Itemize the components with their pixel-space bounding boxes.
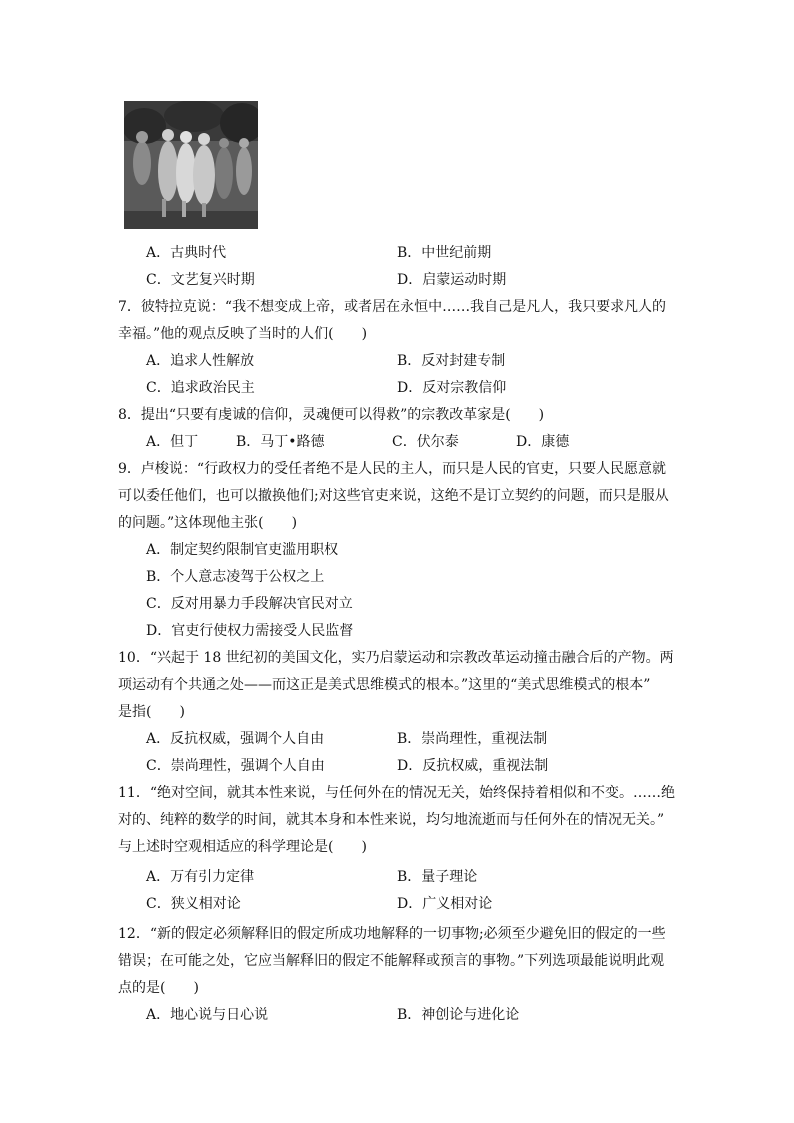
q8-option-c: C．伏尔泰 [392,434,459,450]
q12-stem-line-3: 点的是( ) [118,980,199,996]
q7-option-c: C．追求政治民主 [146,380,255,396]
q7-option-d: D．反对宗教信仰 [397,380,507,396]
q6-option-c: C．文艺复兴时期 [146,272,255,288]
q10-stem-line-1: 10．“兴起于 18 世纪初的美国文化，实乃启蒙运动和宗教改革运动撞击融合后的产物。两 [118,650,674,666]
q9-option-d: D．官吏行使权力需接受人民监督 [146,623,354,639]
q10-option-a: A．反抗权威，强调个人自由 [146,731,325,747]
q10-option-b: B．崇尚理性，重视法制 [397,731,548,747]
q10-option-c: C．崇尚理性，强调个人自由 [146,758,325,774]
q6-option-a: A．古典时代 [146,245,227,261]
q11-stem-line-3: 与上述时空观相适应的科学理论是( ) [118,839,367,855]
q8-stem-line-1: 8．提出“只要有虔诚的信仰，灵魂便可以得救”的宗教改革家是( ) [118,407,545,423]
q9-option-c: C．反对用暴力手段解决官民对立 [146,596,353,612]
painting-image [124,101,258,229]
q10-stem-line-3: 是指( ) [118,704,185,720]
q11-option-b: B．量子理论 [397,869,478,885]
q6-option-d: D．启蒙运动时期 [397,272,507,288]
q9-stem-line-2: 可以委任他们，也可以撤换他们;对这些官吏来说，这绝不是订立契约的问题，而只是服从 [118,488,669,504]
q10-option-d: D．反抗权威，重视法制 [397,758,549,774]
q8-option-b: B．马丁•路德 [236,434,325,450]
q10-stem-line-2: 项运动有个共通之处——而这正是美式思维模式的根本。”这里的“美式思维模式的根本” [118,677,651,693]
q7-option-b: B．反对封建专制 [397,353,506,369]
q12-stem-line-1: 12．“新的假定必须解释旧的假定所成功地解释的一切事物;必须至少避免旧的假定的一些 [118,926,666,942]
q6-option-b: B．中世纪前期 [397,245,492,261]
q12-option-a: A．地心说与日心说 [146,1007,269,1023]
primavera-painting-icon [124,101,258,229]
q12-option-b: B．神创论与进化论 [397,1007,520,1023]
q8-option-d: D．康德 [516,434,570,450]
q9-stem-line-1: 9．卢梭说：“行政权力的受任者绝不是人民的主人，而只是人民的官吏，只要人民愿意就 [118,461,667,477]
q11-stem-line-2: 对的、纯粹的数学的时间，就其本身和本性来说，均匀地流逝而与任何外在的情况无关。” [118,812,665,828]
q11-option-c: C．狭义相对论 [146,896,241,912]
q11-option-a: A．万有引力定律 [146,869,255,885]
q9-option-a: A．制定契约限制官吏滥用职权 [146,542,339,558]
q7-stem-line-2: 幸福。”他的观点反映了当时的人们( ) [118,326,368,342]
q7-option-a: A．追求人性解放 [146,353,255,369]
q7-stem-line-1: 7．彼特拉克说：“我不想变成上帝，或者居在永恒中……我自己是凡人，我只要求凡人的 [118,299,667,315]
q9-stem-line-3: 的问题。”这体现他主张( ) [118,515,298,531]
q12-stem-line-2: 错误；在可能之处，它应当解释旧的假定不能解释或预言的事物。”下列选项最能说明此观 [118,953,665,969]
q8-option-a: A．但丁 [146,434,199,450]
q9-option-b: B．个人意志凌驾于公权之上 [146,569,325,585]
q11-stem-line-1: 11．“绝对空间，就其本性来说，与任何外在的情况无关，始终保持着相似和不变。……绝 [118,785,675,801]
q11-option-d: D．广义相对论 [397,896,493,912]
